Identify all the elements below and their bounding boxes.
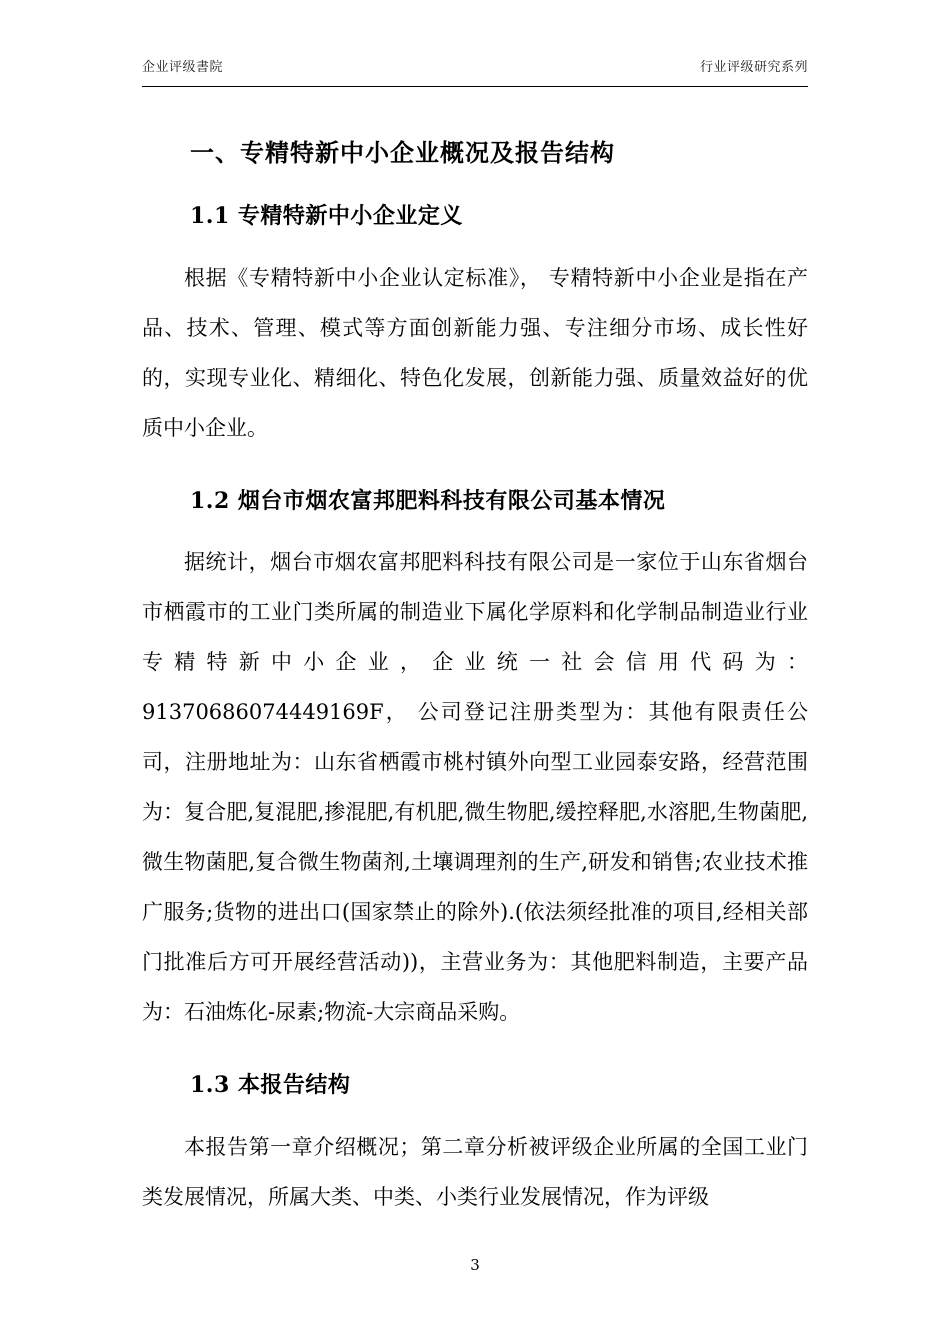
section-heading-1-2: 1.2 烟台市烟农富邦肥料科技有限公司基本情况 xyxy=(190,487,666,514)
page-number: 3 xyxy=(470,1256,480,1274)
header-right-text: 行业评级研究系列 xyxy=(699,60,808,75)
section-1-2-paragraph: 据统计，烟台市烟农富邦肥料科技有限公司是一家位于山东省烟台市栖霞市的工业门类所属的制造业下属化学原料和化学制品制造业行业专精特新中小企业，企业统一社会信用代码为：91370686074449169F， 公司登记注册类型为：其他有限责任公司，注册地址为：山东省栖霞市桃村镇外向型工业园泰安路，经营范围为：复合肥,复混肥,掺混肥,有机肥,微生物肥,缓控释肥,水溶肥,生物菌肥,微生物菌肥,复合微生物菌剂,土壤调理剂的生产,研发和销售;农业技术推广服务;货物的进出口(国家禁止的除外).(依法须经批准的项目,经相关部门批准后方可开展经营活动))，主营业务为：其他肥料制造，主要产品为：石油炼化-尿素;物流-大宗商品采购。 xyxy=(142,550,808,1025)
page-header xyxy=(142,56,808,87)
section-heading-1-1: 1.1 专精特新中小企业定义 xyxy=(190,203,463,230)
chapter-title: 一、专精特新中小企业概况及报告结构 xyxy=(190,138,615,167)
section-heading-1-3: 1.3 本报告结构 xyxy=(190,1072,351,1099)
page-footer xyxy=(0,1256,950,1274)
section-1-1-paragraph: 根据《专精特新中小企业认定标准》， 专精特新中小企业是指在产品、技术、管理、模式等方面创新能力强、专注细分市场、成长性好的，实现专业化、精细化、特色化发展，创新能力强、质量效益好的优质中小企业。 xyxy=(142,265,808,440)
section-1-3-paragraph: 本报告第一章介绍概况；第二章分析被评级企业所属的全国工业门类发展情况，所属大类、中类、小类行业发展情况，作为评级 xyxy=(142,1134,808,1209)
header-left-text: 企业评级書院 xyxy=(142,60,224,75)
document-body xyxy=(142,137,808,1222)
